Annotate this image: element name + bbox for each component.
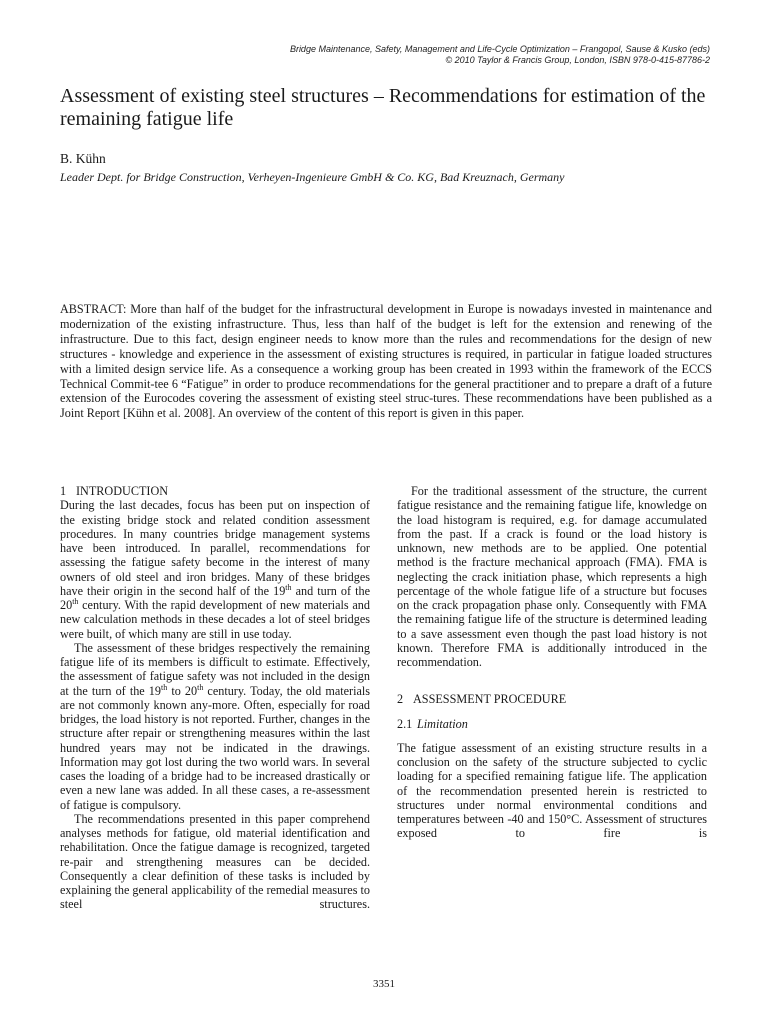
author-name: B. Kühn	[60, 151, 106, 166]
intro-paragraph-2: The assessment of these bridges respectively the remaining fatigue life of its members is difficult to estimate. Effectively, the assessment of fatigue safety was not included in the design at the turn of the 19th to 20th century. Today, the old materials are not commonly known any-more. Often, especially for road bridges, the load history is not reported. Further, changes in the structure after repair or strengthening measures within the last hundred years may not be indicated in the drawings. Information may got lost during the two world wars. In several cases the loading of a bridge had to be increased drastically or even a new lane was added. In all these cases, a re-assessment of fatigue is compulsory.	[60, 640, 371, 812]
limitation-paragraph: The fatigue assessment of an existing structure results in a conclusion on the safety of the structure subjected to cyclic loading for a specified remaining fatigue life. The application of the recommendation presented herein is restricted to structures under normal environmental conditions and temperatures between -40 and 150°C. Assessment of structures exposed to fire is	[397, 740, 707, 841]
header-line-1: Bridge Maintenance, Safety, Management and Life-Cycle Optimization – Frangopol, Sause & Kusko (eds)	[289, 44, 710, 54]
intro-paragraph-3: The recommendations presented in this paper comprehend analyses methods for fatigue, old material identification and rehabilitation. Once the fatigue damage is recognized, targeted re-pair and strengthening measures can be decided. Consequently a clear definition of these tasks is included by explaining the general applicability of the remedial measures to steel structures.	[60, 811, 370, 912]
subsection-2-1-heading	[397, 717, 707, 731]
section-2-number: 2	[397, 692, 404, 707]
intro-paragraph-1: During the last decades, focus has been put on inspection of the existing bridge stock and related condition assessment procedures. In many countries bridge management systems have been introduced. In parallel, recommendations for assessing the fatigue safety become in the interest of many owners of old steel and iron bridges. Many of these bridges have their origin in the second half of the 19th and turn of the 20th century. With the rapid development of new materials and new calculation methods in these decades a lot of steel bridges were built, of which many are still in use today.	[60, 498, 370, 641]
section-2-heading	[397, 692, 707, 706]
running-header	[290, 44, 710, 66]
section-1-number: 1	[60, 484, 67, 498]
subsection-2-1-number: 2.1	[397, 716, 413, 731]
right-column	[397, 484, 707, 841]
subsection-2-1-title: Limitation	[417, 716, 468, 731]
section-1-heading	[60, 484, 370, 498]
author-affiliation: Leader Dept. for Bridge Construction, Verheyen-Ingenieure GmbH & Co. KG, Bad Kreuznach, Germany	[60, 170, 565, 184]
header-line-2: © 2010 Taylor & Francis Group, London, ISBN 978-0-415-87786-2	[445, 55, 710, 65]
left-column	[60, 484, 370, 912]
section-1-title: INTRODUCTION	[76, 484, 169, 498]
paper-title: Assessment of existing steel structures – Recommendations for estimation of the remaining fatigue life	[60, 85, 706, 130]
section-2-title: ASSESSMENT PROCEDURE	[413, 692, 567, 707]
intro-paragraph-4: For the traditional assessment of the structure, the current fatigue resistance and the remaining fatigue life, knowledge on the load histogram is required, e.g. for damage accumulated from the past. If a crack is found or the load history is unknown, new methods are to be applied. One potential method is the fracture mechanical approach (FMA). FMA is neglecting the crack initiation phase, which represents a high percentage of the whole fatigue life of a structure but focuses on the crack propagation phase only. Consequently with FMA the remaining fatigue life of the structure is determined leading to a save assessment even though the past load history is not known. Therefore FMA is additionally introduced in the recommendation.	[397, 484, 707, 669]
page-number: 3351	[373, 978, 395, 990]
abstract: ABSTRACT: More than half of the budget for the infrastructural development in Europe is nowadays invested in maintenance and modernization of the existing infrastructure. Thus, less than half of the budget is left for the extension and renewing of the infrastructure. Due to this fact, design engineer needs to know more than the rules and recommendations for the design of new structures - knowledge and experience in the assessment of existing structures is required, in particular in fatigue loaded structures with a limited design service life. As a consequence a working group has been created in 1993 within the framework of the ECCS Technical Commit-tee 6 “Fatigue” in order to produce recommendations for the general practitioner and to prepare a draft of a future extension of the Eurocodes covering the assessment of existing steel struc-tures. These recommendations have been published as a Joint Report [Kühn et al. 2008]. An overview of the content of this report is given in this paper.	[60, 302, 712, 421]
